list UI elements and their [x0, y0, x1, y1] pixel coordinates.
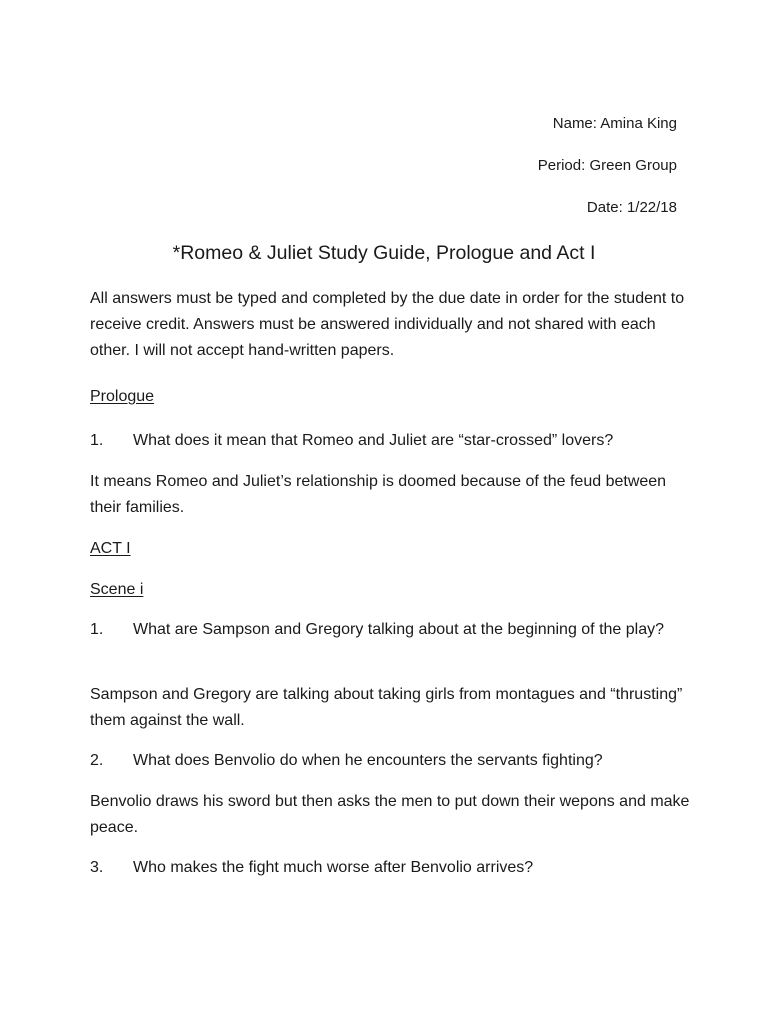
question-text: What does Benvolio do when he encounters the servants fighting?: [133, 752, 603, 769]
document-title: *Romeo & Juliet Study Guide, Prologue and Act I: [172, 242, 596, 264]
assignment-date: Date: 1/22/18: [586, 199, 677, 216]
question-number: 3.: [90, 859, 104, 876]
question-number: 2.: [90, 752, 104, 769]
question-text: Who makes the fight much worse after Benvolio arrives?: [133, 859, 534, 876]
question-text: What does it mean that Romeo and Juliet are “star-crossed” lovers?: [133, 432, 614, 449]
prologue-answer-1: It means Romeo and Juliet’s relationship is doomed because of the feud between their families.: [90, 473, 667, 516]
question-number: 1.: [90, 432, 104, 449]
scene-i-heading: Scene i: [90, 581, 144, 598]
act1-heading: ACT I: [90, 540, 131, 557]
act1-answer-2: Benvolio draws his sword but then asks the men to put down their wepons and make peace.: [90, 793, 690, 836]
prologue-question-1: [90, 428, 690, 454]
prologue-heading: Prologue: [90, 388, 155, 405]
question-text: What are Sampson and Gregory talking about at the beginning of the play?: [133, 621, 665, 638]
question-number: 1.: [90, 621, 104, 638]
instructions-paragraph: All answers must be typed and completed by the due date in order for the student to receive credit. Answers must be answered individually and not shared with each other. I will not accept hand-written papers.: [90, 290, 685, 359]
act1-answer-1: Sampson and Gregory are talking about taking girls from montagues and “thrusting” them against the wall.: [90, 686, 683, 729]
student-period: Period: Green Group: [537, 157, 677, 174]
act1-question-1: [90, 617, 690, 643]
act1-question-3: [90, 855, 690, 881]
student-name: Name: Amina King: [552, 115, 677, 132]
act1-question-2: [90, 748, 690, 774]
